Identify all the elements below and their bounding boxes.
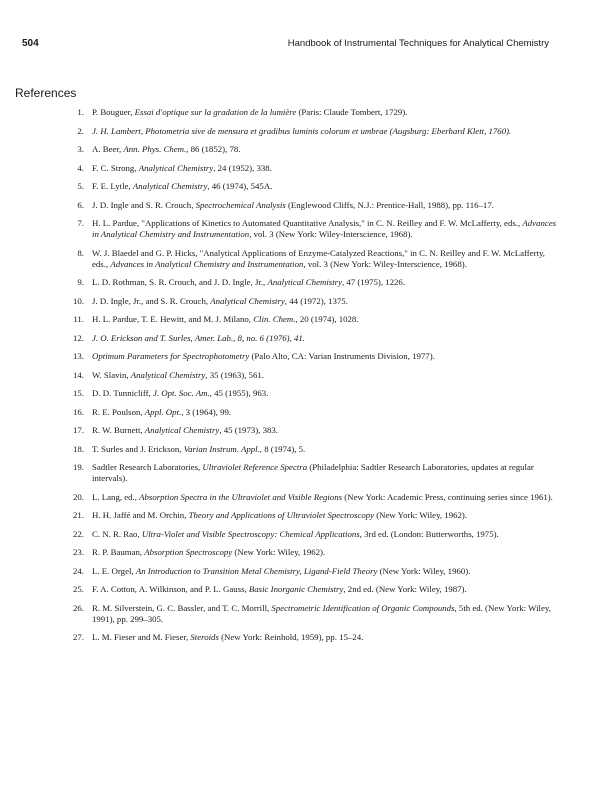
reference-text (92, 248, 560, 270)
reference-segment: L. D. Rothman, S. R. Crouch, and J. D. Ingle, Jr., (92, 277, 268, 287)
reference-italic-segment: An Introduction to Transition Metal Chemistry, Ligand-Field Theory (135, 565, 378, 576)
reference-number: 19. (73, 462, 84, 472)
reference-segment: (New York: Wiley, 1962). (374, 510, 468, 520)
reference-number: 12. (73, 332, 84, 343)
reference-segment: D. D. Tunnicliff, (92, 388, 153, 398)
reference-segment: P. Bouguer, (92, 107, 135, 117)
reference-segment: C. N. R. Rao, (92, 528, 142, 539)
reference-segment: (Paris: Claude Tombert, 1729). (296, 107, 408, 117)
reference-italic-segment: Steroids (190, 632, 219, 642)
reference-number: 5. (77, 181, 84, 191)
reference-italic-segment: Analytical Chemistry (210, 295, 285, 306)
reference-italic-segment: J. O. Erickson and T. Surles, Amer. Lab., 8, no. 6 (1976), 41. (92, 332, 305, 343)
reference-segment: H. H. Jaffé and M. Orchin, (92, 510, 189, 520)
reference-text (92, 163, 560, 174)
reference-segment: (New York: Wiley, 1962). (232, 547, 326, 557)
reference-number: 10. (73, 295, 84, 306)
reference-text (92, 510, 560, 521)
reference-item (70, 181, 560, 192)
reference-segment: , 86 (1852), 78. (186, 144, 241, 154)
reference-segment: A. Beer, (92, 144, 124, 154)
reference-segment: , 8 (1974), 5. (259, 443, 306, 454)
reference-text (92, 333, 560, 344)
reference-item (70, 277, 560, 288)
reference-item (70, 218, 560, 240)
reference-text (92, 547, 560, 558)
reference-segment: , 5th ed. (New York: Wiley, 1991), pp. 299–305. (92, 602, 551, 624)
reference-segment: , 45 (1955), 963. (209, 388, 269, 398)
reference-italic-segment: J. H. Lambert, (92, 125, 146, 136)
reference-item (70, 547, 560, 558)
reference-item (70, 462, 560, 484)
reference-text (92, 632, 560, 643)
reference-item (70, 296, 560, 307)
reference-italic-segment: Basic Inorganic Chemistry (248, 584, 344, 594)
reference-item (70, 370, 560, 381)
reference-list (70, 107, 560, 651)
reference-text (92, 218, 560, 240)
reference-segment: (Englewood Cliffs, N.J.: Prentice-Hall, 1988), pp. 116–17. (285, 199, 494, 210)
reference-number: 11. (73, 314, 84, 324)
reference-segment: F. A. Cotton, A. Wilkinson, and P. L. Gauss, (92, 584, 249, 594)
reference-number: 22. (73, 528, 84, 539)
reference-number: 3. (77, 144, 84, 154)
reference-italic-segment: Varian Instrum. Appl. (183, 443, 260, 454)
reference-item (70, 425, 560, 436)
running-head: Handbook of Instrumental Techniques for Analytical Chemistry (287, 38, 549, 49)
reference-number: 14. (73, 369, 84, 380)
reference-text (92, 444, 560, 455)
reference-text (92, 370, 560, 381)
reference-number: 15. (73, 388, 84, 398)
reference-segment: , 2nd ed. (New York: Wiley, 1987). (343, 584, 467, 594)
reference-item (70, 163, 560, 174)
reference-item (70, 144, 560, 155)
reference-segment: R. E. Poulson, (92, 406, 145, 417)
reference-segment: J. D. Ingle and S. R. Crouch, (92, 199, 196, 210)
reference-italic-segment: J. Opt. Soc. Am. (152, 388, 210, 398)
reference-segment: , 3rd ed. (London: Butterworths, 1975). (359, 528, 499, 539)
reference-segment: L. M. Fieser and M. Fieser, (92, 632, 191, 642)
reference-italic-segment: Analytical Chemistry (130, 369, 206, 380)
reference-segment: , 47 (1975), 1226. (341, 277, 406, 287)
reference-text (92, 107, 560, 118)
reference-item (70, 444, 560, 455)
reference-number: 21. (73, 510, 84, 520)
reference-number: 9. (77, 277, 84, 287)
reference-number: 20. (73, 491, 84, 502)
reference-text (92, 529, 560, 540)
reference-text (92, 296, 560, 307)
reference-segment: , 45 (1973), 383. (219, 425, 278, 435)
reference-item (70, 492, 560, 503)
reference-italic-segment: Advances in Analytical Chemistry and Instrumentation (110, 258, 304, 269)
reference-item (70, 407, 560, 418)
reference-item (70, 566, 560, 577)
reference-number: 1. (77, 107, 84, 117)
reference-italic-segment: Ultra-Violet and Visible Spectroscopy: Chemical Applications (141, 528, 360, 539)
reference-segment: H. L. Pardue, "Applications of Kinetics to Automated Quantitative Analysis," in C. N. Reilley and F. W. McLafferty, eds., (92, 218, 523, 228)
reference-item (70, 200, 560, 211)
reference-segment: R. M. Silverstein, G. C. Bassler, and T. C. Morrill, (92, 602, 272, 613)
reference-item (70, 510, 560, 521)
reference-italic-segment: Absorption Spectra in the Ultraviolet and Visible Regions (139, 491, 343, 502)
reference-segment: , 35 (1963), 561. (205, 369, 264, 380)
reference-text (92, 181, 560, 192)
reference-italic-segment: Optimum Parameters for Spectrophotometry (92, 351, 250, 361)
reference-text (92, 425, 560, 436)
reference-number: 17. (73, 425, 84, 435)
reference-segment: (New York: Reinhold, 1959), pp. 15–24. (218, 632, 364, 642)
reference-number: 6. (77, 199, 84, 210)
section-title: References (15, 86, 77, 100)
reference-segment: W. J. Blaedel and G. P. Hicks, "Analytical Applications of Enzyme-Catalyzed Reactions," in C. N. Reilley and F. W. McLafferty, eds., (92, 247, 545, 269)
reference-italic-segment: Analytical Chemistry (144, 425, 220, 435)
reference-item (70, 126, 560, 137)
reference-text (92, 462, 560, 484)
reference-segment: , 3 (1964), 99. (181, 406, 232, 417)
reference-italic-segment: Analytical Chemistry (267, 277, 342, 287)
reference-text (92, 126, 560, 137)
reference-number: 7. (77, 218, 84, 228)
reference-number: 23. (73, 547, 84, 557)
reference-number: 26. (73, 602, 84, 613)
reference-item (70, 529, 560, 540)
reference-segment: , 46 (1974), 545A. (207, 181, 273, 191)
reference-text (92, 200, 560, 211)
reference-item (70, 603, 560, 625)
reference-text (92, 603, 560, 625)
reference-italic-segment: Essai d'optique sur la gradation de la lumière (134, 107, 297, 117)
reference-italic-segment: Absorption Spectroscopy (144, 547, 233, 557)
reference-segment: J. D. Ingle, Jr., and S. R. Crouch, (92, 295, 211, 306)
reference-italic-segment: Analytical Chemistry (132, 181, 208, 191)
reference-number: 18. (73, 443, 84, 454)
reference-segment: L. E. Orgel, (92, 565, 136, 576)
reference-number: 25. (73, 584, 84, 594)
reference-item (70, 107, 560, 118)
reference-number: 8. (77, 247, 84, 258)
reference-segment: H. L. Pardue, T. E. Hewitt, and M. J. Milano, (92, 314, 254, 324)
reference-item (70, 351, 560, 362)
reference-segment: (Philadelphia: Sadtler Research Laboratories, updates at regular intervals). (92, 462, 534, 483)
reference-italic-segment: Spectrochemical Analysis (195, 199, 286, 210)
reference-number: 4. (77, 162, 84, 173)
reference-italic-segment: Spectrometric Identification of Organic Compounds (271, 602, 455, 613)
reference-segment: (New York: Wiley, 1960). (377, 565, 471, 576)
reference-item (70, 584, 560, 595)
reference-segment: R. P. Bauman, (92, 547, 145, 557)
reference-text (92, 584, 560, 595)
reference-text (92, 566, 560, 577)
page-number: 504 (22, 38, 39, 49)
reference-text (92, 492, 560, 503)
reference-item (70, 632, 560, 643)
reference-segment: (Palo Alto, CA: Varian Instruments Division, 1977). (249, 351, 435, 361)
reference-segment: (New York: Academic Press, continuing series since 1961). (342, 491, 553, 502)
reference-italic-segment: Advances in Analytical Chemistry and Instrumentation (92, 218, 557, 239)
reference-italic-segment: Ultraviolet Reference Spectra (202, 462, 308, 472)
reference-item (70, 333, 560, 344)
reference-segment: T. Surles and J. Erickson, (92, 443, 184, 454)
reference-number: 2. (77, 125, 84, 136)
reference-text (92, 407, 560, 418)
reference-segment: W. Slavin, (92, 369, 131, 380)
reference-text (92, 388, 560, 399)
reference-italic-segment: Photometria sive de mensura et gradibus luminis colorum et umbrae (Augsburg: Eberhard Klett, 1760). (145, 125, 512, 136)
reference-item (70, 248, 560, 270)
reference-segment: , 44 (1972), 1375. (284, 295, 348, 306)
reference-number: 13. (73, 351, 84, 361)
reference-italic-segment: Clin. Chem. (253, 314, 296, 324)
reference-text (92, 144, 560, 155)
reference-segment: , vol. 3 (New York: Wiley-Interscience, 1968). (249, 229, 413, 239)
reference-segment: , vol. 3 (New York: Wiley-Interscience, 1968). (303, 258, 467, 269)
reference-item (70, 388, 560, 399)
reference-segment: F. C. Strong, (92, 162, 139, 173)
reference-italic-segment: Analytical Chemistry (138, 162, 214, 173)
reference-number: 24. (73, 565, 84, 576)
reference-item (70, 314, 560, 325)
reference-text (92, 314, 560, 325)
reference-text (92, 351, 560, 362)
reference-segment: F. E. Lytle, (92, 181, 133, 191)
reference-number: 27. (73, 632, 84, 642)
reference-text (92, 277, 560, 288)
reference-segment: , 24 (1952), 338. (213, 162, 272, 173)
reference-segment: R. W. Burnett, (92, 425, 145, 435)
reference-segment: , 20 (1974), 1028. (295, 314, 359, 324)
reference-segment: L. Lang, ed., (92, 491, 140, 502)
reference-number: 16. (73, 406, 84, 417)
reference-italic-segment: Appl. Opt. (144, 406, 182, 417)
reference-segment: Sadtler Research Laboratories, (92, 462, 203, 472)
reference-italic-segment: Ann. Phys. Chem. (123, 144, 187, 154)
reference-italic-segment: Theory and Applications of Ultraviolet Spectroscopy (188, 510, 375, 520)
